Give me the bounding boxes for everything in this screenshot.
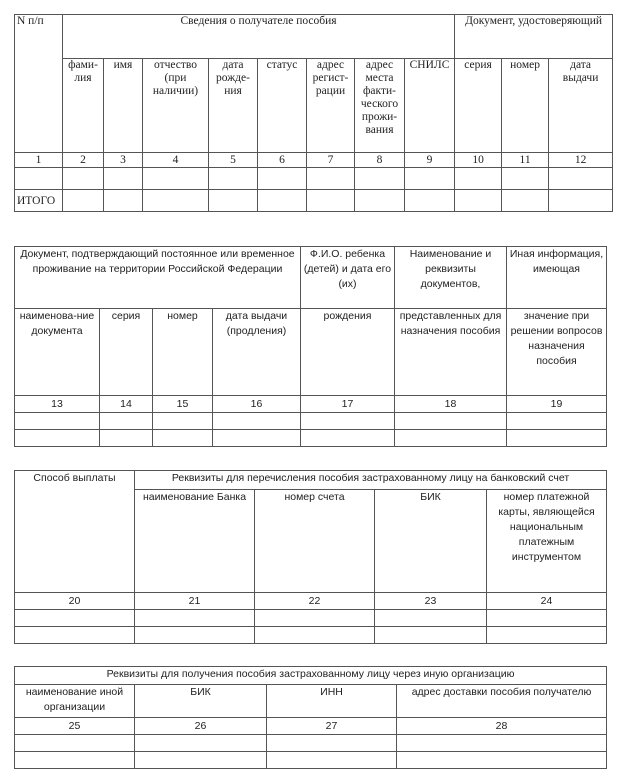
empty-cell[interactable] bbox=[355, 168, 405, 190]
total-label: ИТОГО bbox=[15, 190, 63, 212]
column-number: 6 bbox=[258, 153, 307, 168]
empty-cell[interactable] bbox=[153, 413, 213, 430]
empty-cell[interactable] bbox=[15, 627, 135, 644]
col-header-surname: фами-лия bbox=[63, 59, 104, 153]
col-header-residence-doc: Документ, подтверждающий постоянное или временное проживание на территории Российской Федерации bbox=[15, 247, 301, 309]
empty-cell[interactable] bbox=[397, 752, 607, 769]
column-number: 4 bbox=[143, 153, 209, 168]
column-number: 16 bbox=[213, 396, 301, 413]
empty-cell[interactable] bbox=[267, 735, 397, 752]
col-header-bank-details: Реквизиты для перечисления пособия застрахованному лицу на банковский счет bbox=[135, 471, 607, 490]
column-number: 5 bbox=[209, 153, 258, 168]
col-header-child: Ф.И.О. ребенка (детей) и дата его (их) bbox=[301, 247, 395, 309]
empty-cell[interactable] bbox=[455, 168, 502, 190]
empty-cell[interactable] bbox=[255, 610, 375, 627]
col-header-doc-issue-date: дата выдачи bbox=[549, 59, 613, 153]
empty-cell[interactable] bbox=[395, 413, 507, 430]
col-header-status: статус bbox=[258, 59, 307, 153]
empty-cell[interactable] bbox=[549, 168, 613, 190]
col-header-documents-cont: представленных для назначения пособия bbox=[395, 309, 507, 396]
col-header-num: N п/п bbox=[15, 15, 63, 153]
column-number: 13 bbox=[15, 396, 100, 413]
empty-cell[interactable] bbox=[487, 610, 607, 627]
empty-cell[interactable] bbox=[549, 190, 613, 212]
empty-cell[interactable] bbox=[455, 190, 502, 212]
empty-cell[interactable] bbox=[104, 168, 143, 190]
col-header-patronymic: отчество (при наличии) bbox=[143, 59, 209, 153]
col-header-birth-date: дата рожде-ния bbox=[209, 59, 258, 153]
empty-cell[interactable] bbox=[135, 752, 267, 769]
col-header-identity-doc: Документ, удостоверяющий bbox=[455, 15, 613, 59]
col-header-snils: СНИЛС bbox=[405, 59, 455, 153]
column-number: 25 bbox=[15, 718, 135, 735]
empty-cell[interactable] bbox=[395, 430, 507, 447]
col-header-bank-name: наименование Банка bbox=[135, 490, 255, 593]
col-header-payment-method: Способ выплаты bbox=[15, 471, 135, 593]
empty-cell[interactable] bbox=[355, 190, 405, 212]
empty-cell[interactable] bbox=[405, 168, 455, 190]
column-number: 14 bbox=[100, 396, 153, 413]
table-row bbox=[15, 752, 607, 769]
empty-cell[interactable] bbox=[15, 752, 135, 769]
empty-cell[interactable] bbox=[375, 627, 487, 644]
empty-cell[interactable] bbox=[502, 168, 549, 190]
column-number: 2 bbox=[63, 153, 104, 168]
col-header-delivery-address: адрес доставки пособия получателю bbox=[397, 685, 607, 718]
column-number: 26 bbox=[135, 718, 267, 735]
column-number: 17 bbox=[301, 396, 395, 413]
column-number: 28 bbox=[397, 718, 607, 735]
empty-cell[interactable] bbox=[63, 190, 104, 212]
col-header-other-info-cont: значение при решении вопросов назначения пособия bbox=[507, 309, 607, 396]
column-number: 11 bbox=[502, 153, 549, 168]
col-header-bik: БИК bbox=[135, 685, 267, 718]
column-number: 22 bbox=[255, 593, 375, 610]
column-number: 8 bbox=[355, 153, 405, 168]
empty-cell[interactable] bbox=[100, 430, 153, 447]
column-number: 12 bbox=[549, 153, 613, 168]
empty-cell[interactable] bbox=[213, 413, 301, 430]
recipient-table bbox=[14, 14, 613, 212]
table-row bbox=[15, 430, 607, 447]
other-organization-table bbox=[14, 666, 607, 769]
empty-cell[interactable] bbox=[375, 610, 487, 627]
empty-cell[interactable] bbox=[135, 610, 255, 627]
col-header-inn: ИНН bbox=[267, 685, 397, 718]
column-number: 7 bbox=[307, 153, 355, 168]
col-header-name: имя bbox=[104, 59, 143, 153]
empty-cell[interactable] bbox=[15, 430, 100, 447]
col-header-other-organization: Реквизиты для получения пособия застрахованному лицу через иную организацию bbox=[15, 667, 607, 685]
empty-cell[interactable] bbox=[100, 413, 153, 430]
table-row bbox=[15, 610, 607, 627]
empty-cell[interactable] bbox=[487, 627, 607, 644]
column-number: 1 bbox=[15, 153, 63, 168]
empty-cell[interactable] bbox=[135, 735, 267, 752]
empty-cell[interactable] bbox=[15, 610, 135, 627]
col-header-other-info: Иная информация, имеющая bbox=[507, 247, 607, 309]
column-number: 19 bbox=[507, 396, 607, 413]
col-header-doc-series: серия bbox=[455, 59, 502, 153]
column-number: 27 bbox=[267, 718, 397, 735]
col-header-issue-date: дата выдачи (продления) bbox=[213, 309, 301, 396]
empty-cell[interactable] bbox=[307, 190, 355, 212]
col-header-series: серия bbox=[100, 309, 153, 396]
empty-cell[interactable] bbox=[213, 430, 301, 447]
empty-cell[interactable] bbox=[405, 190, 455, 212]
empty-cell[interactable] bbox=[104, 190, 143, 212]
col-header-card-number: номер платежной карты, являющейся национальным платежным инструментом bbox=[487, 490, 607, 593]
empty-cell[interactable] bbox=[507, 430, 607, 447]
empty-cell[interactable] bbox=[502, 190, 549, 212]
empty-cell[interactable] bbox=[307, 168, 355, 190]
col-header-registration-address: адрес регист-рации bbox=[307, 59, 355, 153]
col-header-actual-address: адрес места факти-ческого прожи-вания bbox=[355, 59, 405, 153]
residence-table bbox=[14, 246, 607, 447]
col-header-account-number: номер счета bbox=[255, 490, 375, 593]
col-header-doc-name: наименова-ние документа bbox=[15, 309, 100, 396]
col-header-bik: БИК bbox=[375, 490, 487, 593]
column-number: 10 bbox=[455, 153, 502, 168]
total-row bbox=[15, 190, 613, 212]
table-row bbox=[15, 413, 607, 430]
col-header-documents: Наименование и реквизиты документов, bbox=[395, 247, 507, 309]
empty-cell[interactable] bbox=[135, 627, 255, 644]
col-header-recipient: Сведения о получателе пособия bbox=[63, 15, 455, 59]
empty-cell[interactable] bbox=[15, 168, 63, 190]
empty-cell[interactable] bbox=[15, 735, 135, 752]
column-number: 23 bbox=[375, 593, 487, 610]
col-header-number: номер bbox=[153, 309, 213, 396]
empty-cell[interactable] bbox=[143, 168, 209, 190]
empty-cell[interactable] bbox=[258, 190, 307, 212]
empty-cell[interactable] bbox=[507, 413, 607, 430]
column-number: 9 bbox=[405, 153, 455, 168]
table-row bbox=[15, 735, 607, 752]
empty-cell[interactable] bbox=[397, 735, 607, 752]
empty-cell[interactable] bbox=[15, 413, 100, 430]
empty-cell[interactable] bbox=[209, 190, 258, 212]
column-number: 20 bbox=[15, 593, 135, 610]
bank-details-table bbox=[14, 470, 607, 644]
empty-cell[interactable] bbox=[301, 430, 395, 447]
col-header-doc-number: номер bbox=[502, 59, 549, 153]
column-number: 24 bbox=[487, 593, 607, 610]
column-number: 3 bbox=[104, 153, 143, 168]
col-header-child-cont: рождения bbox=[301, 309, 395, 396]
empty-cell[interactable] bbox=[209, 168, 258, 190]
table-row bbox=[15, 168, 613, 190]
column-number: 18 bbox=[395, 396, 507, 413]
empty-cell[interactable] bbox=[301, 413, 395, 430]
table-row bbox=[15, 627, 607, 644]
empty-cell[interactable] bbox=[63, 168, 104, 190]
empty-cell[interactable] bbox=[258, 168, 307, 190]
empty-cell[interactable] bbox=[255, 627, 375, 644]
column-number: 21 bbox=[135, 593, 255, 610]
col-header-org-name: наименование иной организации bbox=[15, 685, 135, 718]
empty-cell[interactable] bbox=[153, 430, 213, 447]
column-number: 15 bbox=[153, 396, 213, 413]
empty-cell[interactable] bbox=[143, 190, 209, 212]
empty-cell[interactable] bbox=[267, 752, 397, 769]
